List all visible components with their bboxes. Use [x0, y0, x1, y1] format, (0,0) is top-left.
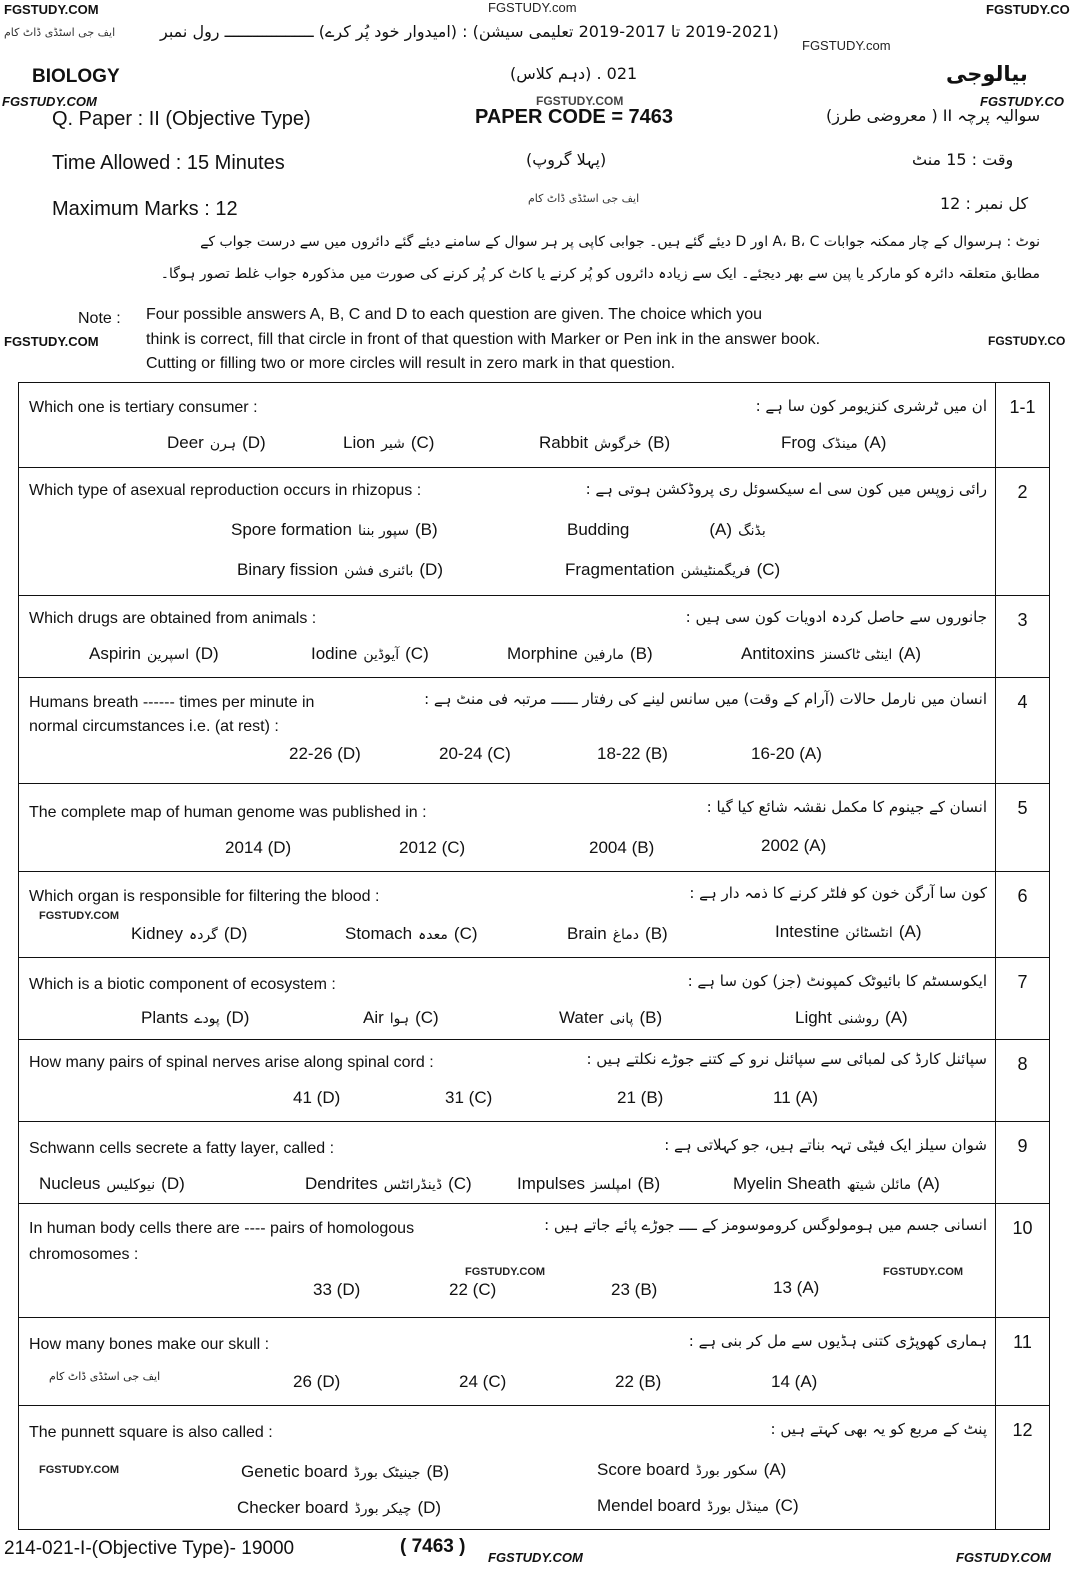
- option-text-en: Iodine: [311, 644, 358, 663]
- urdu-site-watermark-center: ایف جی اسٹڈی ڈاٹ کام: [528, 192, 640, 205]
- option-key: (D): [336, 1280, 361, 1299]
- watermark-urdu-inline: ایف جی اسٹڈی ڈاٹ کام: [49, 1370, 161, 1383]
- option-text-en: Aspirin: [89, 644, 141, 663]
- option-text-en: 41: [293, 1088, 312, 1107]
- option-text-ur: شیر: [381, 436, 405, 452]
- option-key: (C): [441, 838, 466, 857]
- option-text-en: Budding: [567, 520, 630, 539]
- question-text-ur: انسان کے جینوم کا مکمل نقشہ شائع کیا گیا :: [706, 798, 987, 816]
- question-row-3: [19, 595, 1049, 677]
- watermark-footer-center: FGSTUDY.COM: [488, 1550, 583, 1565]
- option-text-ur: اینٹی ٹاکسنز: [820, 647, 893, 663]
- question-text-ur: انسان میں نارمل حالات (آرام کے وقت) میں سانس لینے کی رفتار ــــــ مرتبہ فی منٹ ہے :: [424, 690, 987, 708]
- watermark-inline: FGSTUDY.COM: [39, 1464, 120, 1476]
- option-text-en: Spore formation: [231, 520, 352, 539]
- option-b[interactable]: [507, 644, 653, 664]
- option-a[interactable]: [773, 1278, 819, 1298]
- question-row-7: [19, 957, 1049, 1039]
- option-text-ur: مارفین: [583, 647, 624, 663]
- option-c[interactable]: [449, 1280, 496, 1300]
- option-key: (B): [414, 520, 438, 539]
- option-text-en: Mendel board: [597, 1496, 701, 1515]
- question-text-ur: رائی زوپس میں کون سی اے سیکسوئل ری پروڈکشن ہوتی ہے :: [585, 480, 987, 498]
- class-line: 021 . (دہم کلاس): [510, 64, 638, 83]
- option-key: (C): [448, 1174, 472, 1193]
- option-text-ur: اسپرین: [146, 647, 190, 663]
- option-key: (D): [337, 744, 361, 763]
- question-row-8: [19, 1039, 1049, 1121]
- option-text-en: Nucleus: [39, 1174, 101, 1193]
- watermark-note-right: FGSTUDY.CO: [988, 334, 1066, 348]
- question-text-en: Which drugs are obtained from animals :: [29, 610, 317, 627]
- option-c[interactable]: [343, 433, 434, 453]
- option-key: (A): [709, 520, 733, 539]
- option-text-en: 21: [617, 1088, 636, 1107]
- question-row-11: [19, 1317, 1049, 1405]
- option-text-en: 18-22: [597, 744, 641, 763]
- option-text-en: 11: [773, 1088, 791, 1107]
- question-text-en: The complete map of human genome was published in :: [29, 804, 427, 821]
- option-a[interactable]: [761, 836, 826, 856]
- option-a[interactable]: [733, 1174, 940, 1194]
- option-key: (D): [419, 560, 443, 579]
- option-text-en: Antitoxins: [741, 644, 815, 663]
- question-row-2: [19, 467, 1049, 595]
- option-text-en: 31: [445, 1088, 464, 1107]
- option-text-ur: مینڈک: [821, 436, 858, 452]
- question-text-en-line2: normal circumstances i.e. (at rest) :: [29, 718, 279, 735]
- urdu-site-watermark: ایف جی اسٹڈی ڈاٹ کام: [4, 26, 116, 39]
- question-row-6: [19, 871, 1049, 957]
- option-key: (C): [415, 1008, 439, 1027]
- option-c[interactable]: [345, 924, 478, 944]
- option-text-en: Intestine: [775, 922, 840, 941]
- instructions-urdu-line1: نوٹ : ہرسوال کے چار ممکنہ جوابات A، B، C اور D دیئے گئے ہیں۔ جوابی کاپی پر ہر سوال کے سامنے دیئے گئے دائروں میں سے درست جواب کے: [200, 234, 1040, 250]
- question-text-ur: جانوروں سے حاصل کردہ ادویات کون سی ہیں :: [685, 608, 987, 626]
- time-allowed-en: Time Allowed : 15 Minutes: [52, 152, 285, 174]
- option-key: (B): [647, 433, 671, 452]
- option-a[interactable]: [781, 433, 886, 453]
- question-number: 10: [995, 1204, 1049, 1317]
- option-text-ur: فریگمنٹیشن: [680, 563, 751, 579]
- watermark-footer-right: FGSTUDY.COM: [956, 1550, 1051, 1565]
- option-b[interactable]: [615, 1372, 661, 1392]
- option-key: (D): [316, 1088, 341, 1107]
- option-text-ur: ڈینڈرائٹس: [383, 1177, 443, 1193]
- option-text-en: 2012: [399, 838, 437, 857]
- option-key: (D): [242, 433, 266, 452]
- option-text-ur: چیکر بورڈ: [354, 1501, 412, 1517]
- option-key: (B): [637, 1174, 661, 1193]
- option-b[interactable]: [589, 838, 654, 858]
- max-marks-en: Maximum Marks : 12: [52, 198, 238, 220]
- question-number: 7: [995, 958, 1049, 1039]
- option-text-ur: معدہ: [418, 927, 448, 943]
- question-row-4: [19, 677, 1049, 783]
- question-number: 3: [995, 596, 1049, 677]
- option-text-en: Dendrites: [305, 1174, 378, 1193]
- watermark-note-left: FGSTUDY.COM: [4, 334, 99, 349]
- question-row-10: [19, 1203, 1049, 1317]
- watermark-center-italic: FGSTUDY.COM: [536, 94, 624, 108]
- option-key: (D): [195, 644, 219, 663]
- option-key: (A): [794, 1372, 818, 1391]
- option-b[interactable]: [517, 1174, 660, 1194]
- option-key: (B): [640, 1088, 664, 1107]
- option-text-en: 22: [449, 1280, 468, 1299]
- option-text-en: Deer: [167, 433, 204, 452]
- subject-title-en: BIOLOGY: [32, 66, 120, 87]
- option-a[interactable]: [775, 922, 921, 942]
- option-d[interactable]: [237, 1498, 441, 1518]
- option-text-en: 23: [611, 1280, 630, 1299]
- option-c[interactable]: [363, 1008, 439, 1028]
- option-key: (A): [763, 1460, 787, 1479]
- option-key: (A): [803, 836, 827, 855]
- option-a[interactable]: [751, 744, 822, 764]
- option-key: (B): [426, 1462, 450, 1481]
- option-text-ur: سپور بننا: [357, 523, 409, 539]
- max-marks-ur: کل نمبر : 12: [940, 194, 1029, 213]
- question-text-en: In human body cells there are ---- pairs of homologous: [29, 1220, 415, 1237]
- option-key: (D): [417, 1498, 442, 1517]
- watermark-top-left: FGSTUDY.COM: [4, 2, 99, 17]
- option-text-en: 14: [771, 1372, 790, 1391]
- option-a[interactable]: [567, 520, 772, 540]
- paper-code: PAPER CODE = 7463: [475, 106, 674, 128]
- question-text-en: The punnett square is also called :: [29, 1424, 273, 1441]
- option-text-en: 26: [293, 1372, 312, 1391]
- option-key: (C): [756, 560, 781, 579]
- option-d[interactable]: [293, 1088, 340, 1108]
- option-text-en: Stomach: [345, 924, 413, 943]
- option-text-en: Impulses: [517, 1174, 586, 1193]
- question-text-ur: کون سا آرگن خون کو فلٹر کرنے کا ذمہ دار ہے :: [689, 884, 987, 902]
- option-key: (C): [487, 744, 511, 763]
- paper-type-ur: سوالیہ پرچہ II ( معروضی طرز): [826, 106, 1041, 125]
- note-label: Note :: [78, 310, 121, 327]
- option-text-en: 22-26: [289, 744, 333, 763]
- question-text-ur: شوان سیلز ایک فیٹی تہہ بناتے ہیں، جو کہلاتی ہے :: [664, 1136, 987, 1154]
- option-key: (B): [639, 1008, 663, 1027]
- question-text-en: Humans breath ------ times per minute in: [29, 694, 315, 711]
- option-b[interactable]: [567, 924, 668, 944]
- question-number: 9: [995, 1122, 1049, 1203]
- option-c[interactable]: [439, 744, 511, 764]
- option-text-ur: جینیٹک بورڈ: [353, 1465, 421, 1481]
- option-text-ur: خرگوش: [594, 436, 642, 452]
- option-c[interactable]: [305, 1174, 472, 1194]
- question-text-ur: انسانی جسم میں ہومولوگس کروموسومز کے ــــ جوڑے پائے جاتے ہیں :: [544, 1216, 987, 1234]
- option-key: (D): [225, 1008, 250, 1027]
- option-key: (D): [267, 838, 292, 857]
- note-line3: Cutting or filling two or more circles will result in zero mark in that question.: [146, 355, 676, 372]
- option-a[interactable]: [771, 1372, 817, 1392]
- option-key: (A): [796, 1278, 820, 1297]
- session-line: (2019-2021 تا 2017-2019 تعلیمی سیشن) : (امیدوار خود پُر کرے) ـــــــــــــــــــ رول نمبر: [160, 22, 779, 41]
- option-text-en: Water: [559, 1008, 604, 1027]
- option-key: (A): [863, 433, 887, 452]
- note-line2: think is correct, fill that circle in front of that question with Marker or Pen ink in the answer book.: [146, 331, 821, 348]
- question-text-en: How many pairs of spinal nerves arise along spinal cord :: [29, 1054, 434, 1071]
- question-text-en: How many bones make our skull :: [29, 1336, 270, 1353]
- option-text-en: Air: [363, 1008, 384, 1027]
- option-a[interactable]: [773, 1088, 818, 1108]
- option-a[interactable]: [795, 1008, 908, 1028]
- option-c[interactable]: [399, 838, 465, 858]
- paper-type-en: Q. Paper : II (Objective Type): [52, 108, 311, 130]
- option-key: (C): [453, 924, 478, 943]
- question-text-en: Schwann cells secrete a fatty layer, called :: [29, 1140, 335, 1157]
- option-key: (B): [645, 744, 668, 763]
- option-c[interactable]: [565, 560, 780, 580]
- subject-title-ur: بیالوجی: [946, 62, 1028, 86]
- option-text-ur: امپلسز: [591, 1177, 632, 1193]
- question-row-12: [19, 1405, 1049, 1529]
- option-b[interactable]: [539, 433, 670, 453]
- question-number: 12: [995, 1406, 1049, 1529]
- option-text-en: Binary fission: [237, 560, 339, 579]
- option-text-en: Morphine: [507, 644, 578, 663]
- option-b[interactable]: [231, 520, 438, 540]
- option-a[interactable]: [741, 644, 921, 664]
- footer-paper-code: ( 7463 ): [400, 1536, 466, 1557]
- option-key: (B): [645, 924, 668, 943]
- option-text-en: 13: [773, 1278, 792, 1297]
- option-text-ur: گردہ: [188, 927, 218, 943]
- option-text-ur: بائنری فشن: [344, 563, 414, 579]
- option-b[interactable]: [611, 1280, 657, 1300]
- option-key: (D): [161, 1174, 185, 1193]
- option-key: (C): [468, 1088, 493, 1107]
- watermark-inline-right: FGSTUDY.COM: [883, 1266, 964, 1278]
- question-text-ur: پنٹ کے مربع کو یہ بھی کہتے ہیں :: [770, 1420, 987, 1438]
- option-text-en: Kidney: [131, 924, 183, 943]
- option-text-en: Score board: [597, 1460, 690, 1479]
- option-text-en: 22: [615, 1372, 634, 1391]
- option-key: (B): [629, 644, 653, 663]
- option-d[interactable]: [225, 838, 291, 858]
- option-key: (A): [898, 922, 922, 941]
- option-key: (B): [638, 1372, 662, 1391]
- question-number: 8: [995, 1040, 1049, 1121]
- watermark-inline: FGSTUDY.COM: [465, 1266, 546, 1278]
- note-line1: Four possible answers A, B, C and D to each question are given. The choice which you: [146, 306, 763, 323]
- question-text-en: Which type of asexual reproduction occurs in rhizopus :: [29, 482, 422, 499]
- option-text-en: Light: [795, 1008, 832, 1027]
- option-key: (A): [795, 1088, 819, 1107]
- option-d[interactable]: [39, 1174, 185, 1194]
- question-text-ur: ان میں ٹرشری کنزیومر کون سا ہے :: [755, 397, 987, 415]
- option-text-ur: مینڈل بورڈ: [706, 1499, 770, 1515]
- option-text-en: Lion: [343, 433, 376, 452]
- option-key: (C): [410, 433, 435, 452]
- option-text-en: 2014: [225, 838, 263, 857]
- option-d[interactable]: [313, 1280, 360, 1300]
- question-number: 2: [995, 468, 1049, 595]
- option-key: (C): [405, 644, 429, 663]
- option-b[interactable]: [241, 1462, 449, 1482]
- option-text-ur: سکور بورڈ: [695, 1463, 758, 1479]
- option-key: (C): [482, 1372, 507, 1391]
- option-a[interactable]: [597, 1460, 786, 1480]
- option-text-en: Frog: [781, 433, 816, 452]
- option-text-en: Brain: [567, 924, 607, 943]
- option-d[interactable]: [167, 433, 266, 453]
- option-key: (A): [917, 1174, 940, 1193]
- option-d[interactable]: [293, 1372, 340, 1392]
- option-d[interactable]: [89, 644, 219, 664]
- footer-code-line: 214-021-I-(Objective Type)- 19000: [4, 1538, 295, 1559]
- option-key: (D): [316, 1372, 341, 1391]
- question-row-5: [19, 783, 1049, 871]
- option-text-en: Myelin Sheath: [733, 1174, 841, 1193]
- option-text-en: 16-20: [751, 744, 795, 763]
- option-b[interactable]: [597, 744, 668, 764]
- option-text-ur: انٹسٹائن: [845, 925, 893, 941]
- question-text-ur: سپائنل کارڈ کی لمبائی سے سپائنل نرو کے کتنے جوڑے نکلتے ہیں :: [586, 1050, 987, 1068]
- question-number: 11: [995, 1318, 1049, 1405]
- option-text-ur: ہوا: [389, 1011, 410, 1027]
- option-text-en: 33: [313, 1280, 332, 1299]
- question-text-en-line2: chromosomes :: [29, 1246, 139, 1263]
- watermark-top-right: FGSTUDY.CO: [986, 2, 1070, 17]
- watermark-right-italic: FGSTUDY.CO: [980, 94, 1065, 109]
- option-key: (A): [885, 1008, 908, 1027]
- option-b[interactable]: [559, 1008, 662, 1028]
- question-number: 4: [995, 678, 1049, 783]
- option-text-en: 20-24: [439, 744, 483, 763]
- question-number: 6: [995, 872, 1049, 957]
- option-text-en: Rabbit: [539, 433, 589, 452]
- option-text-ur: ہرن: [209, 436, 237, 452]
- option-key: (A): [799, 744, 822, 763]
- option-c[interactable]: [459, 1372, 506, 1392]
- option-key: (B): [631, 838, 655, 857]
- option-text-en: 2002: [761, 836, 799, 855]
- option-key: (C): [775, 1496, 799, 1515]
- watermark-inline: FGSTUDY.COM: [39, 910, 120, 922]
- option-text-ur: نیوکلیس: [106, 1177, 156, 1193]
- option-key: (C): [472, 1280, 497, 1299]
- time-allowed-ur: وقت : 15 منٹ: [912, 150, 1014, 169]
- option-text-en: 24: [459, 1372, 478, 1391]
- question-row-9: [19, 1121, 1049, 1203]
- option-text-ur: پانی: [609, 1011, 634, 1027]
- option-text-ur: آیوڈین: [363, 647, 400, 663]
- option-c[interactable]: [597, 1496, 799, 1516]
- watermark-top-center: FGSTUDY.com: [488, 0, 577, 15]
- instructions-urdu-line2: مطابق متعلقہ دائرہ کو مارکر یا پین سے بھر دیجئے۔ ایک سے زیادہ دائروں کو پُر کرنے یا کاٹ کر پُر کرنے کی صورت میں مذکورہ جواب غلط تصور ہوگا۔: [160, 266, 1040, 282]
- group-ur: (پہلا گروپ): [526, 150, 607, 169]
- option-text-ur: پودے: [194, 1011, 220, 1027]
- question-text-en: Which is a biotic component of ecosystem :: [29, 976, 336, 993]
- option-key: (D): [223, 924, 248, 943]
- question-text-ur: ہماری کھوپڑی کتنی ہڈیوں سے مل کر بنی ہے :: [688, 1332, 987, 1350]
- option-text-ur: مائلن شیتھ: [846, 1177, 912, 1193]
- option-d[interactable]: [131, 924, 247, 944]
- option-text-en: Plants: [141, 1008, 189, 1027]
- option-b[interactable]: [617, 1088, 663, 1108]
- questions-table: [18, 382, 1050, 1530]
- option-c[interactable]: [445, 1088, 492, 1108]
- option-key: (B): [634, 1280, 658, 1299]
- question-text-en: Which organ is responsible for filtering the blood :: [29, 888, 380, 905]
- option-d[interactable]: [141, 1008, 249, 1028]
- watermark-header-center: FGSTUDY.com: [802, 38, 891, 53]
- option-key: (A): [898, 644, 921, 663]
- option-c[interactable]: [311, 644, 429, 664]
- option-d[interactable]: [237, 560, 443, 580]
- question-text-en: Which one is tertiary consumer :: [29, 399, 258, 416]
- option-text-en: Genetic board: [241, 1462, 348, 1481]
- option-text-ur: روشنی: [837, 1011, 880, 1027]
- option-text-ur: بڈنگ: [738, 523, 766, 539]
- watermark-left-italic: FGSTUDY.COM: [2, 94, 97, 109]
- question-row-1: [19, 383, 1049, 467]
- question-number: 1-1: [995, 383, 1049, 467]
- option-text-en: Checker board: [237, 1498, 349, 1517]
- question-number: 5: [995, 784, 1049, 871]
- option-d[interactable]: [289, 744, 361, 764]
- question-text-ur: ایکوسسٹم کا بائیوٹک کمپونٹ (جز) کون سا ہے :: [687, 972, 987, 990]
- option-text-ur: دماغ: [612, 927, 640, 943]
- option-text-en: Fragmentation: [565, 560, 675, 579]
- option-text-en: 2004: [589, 838, 627, 857]
